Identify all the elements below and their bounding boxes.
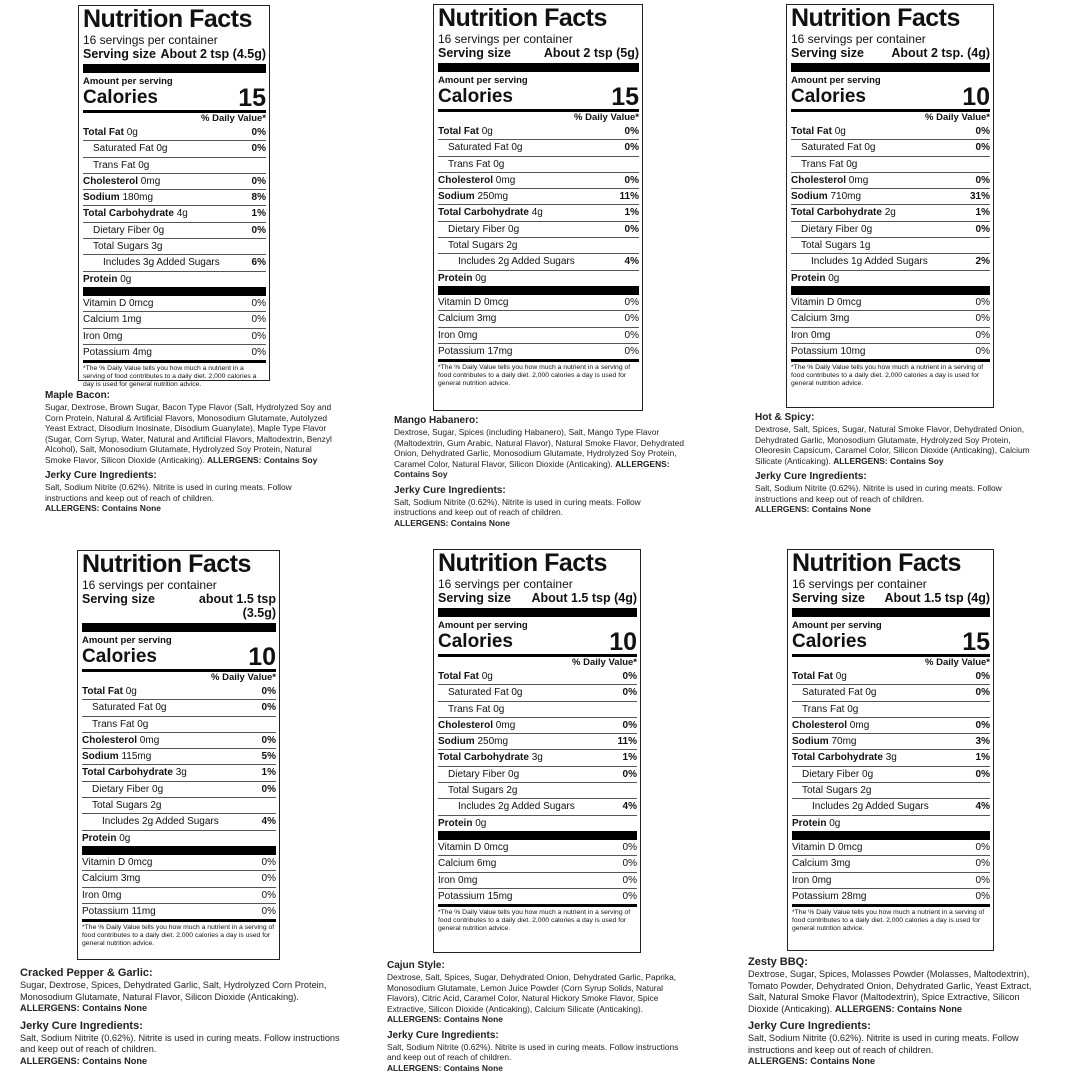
flavor-name: Maple Bacon: [45, 390, 111, 401]
flavor-name: Cracked Pepper & Garlic: [20, 967, 153, 979]
nutrient-row: Total Fat 0g 0% [82, 684, 276, 699]
nutrient-percent: 5% [261, 751, 276, 763]
nutrient-row: Total Fat 0g 0% [438, 669, 637, 684]
nutrient-row: Total Sugars 2g [82, 797, 276, 813]
nutrient-row: Cholesterol 0mg 0% [438, 172, 639, 188]
flavor-info [394, 414, 684, 528]
label-title: Nutrition Facts [438, 549, 607, 577]
nutrient-row: Trans Fat 0g [438, 701, 637, 717]
nutrient-row: Includes 2g Added Sugars 4% [438, 798, 637, 814]
calories-row: Calories 15 [438, 83, 639, 111]
nutrient-row: Sodium 115mg 5% [82, 748, 276, 764]
vitamin-row: Iron 0mg 0% [438, 327, 639, 343]
nutrient-percent: 0% [251, 143, 266, 155]
flavor-name: Cajun Style: [387, 960, 445, 971]
nutrient-row: Total Carbohydrate 4g 1% [438, 204, 639, 220]
nutrient-row: Total Sugars 1g [791, 237, 990, 253]
nutrient-row: Cholesterol 0mg 0% [82, 732, 276, 748]
ingredients-text: Dextrose, Sugar, Spices (including Habanero), Salt, Mango Type Flavor (Maltodextrin, Gum Arabic, Natural Flavor), Natural Smoke Flavor, Dehydrated Onion, Dehydrated Garlic, Monosodium Glutamate, Hydrolyzed Soy Protein, Caramel Color, Natural Flavor, Silicon Dioxide (Anticaking). ALLERGENS: Contains Soy [394, 427, 684, 479]
cure-text: Salt, Sodium Nitrite (0.62%). Nitrite is used in curing meats. Follow instructions and keep out of reach of children. [45, 482, 292, 503]
jerky-cure-heading: Jerky Cure Ingredients: [748, 1020, 871, 1032]
cure-allergens: ALLERGENS: Contains None [748, 1056, 876, 1066]
vitamin-row: Vitamin D 0mcg 0% [791, 296, 990, 308]
nutrient-percent: 0% [622, 687, 637, 699]
daily-value-header: % Daily Value* [791, 109, 990, 124]
serving-size: Serving size About 2 tsp (5g) [438, 46, 639, 60]
amount-per-serving: Amount per serving [82, 635, 172, 646]
daily-value-header: % Daily Value* [83, 110, 266, 125]
nutrient-row: Sodium 180mg 8% [83, 189, 266, 205]
vitamin-row: Iron 0mg 0% [792, 872, 990, 888]
nutrient-percent: 1% [624, 207, 639, 219]
daily-value-header: % Daily Value* [792, 654, 990, 669]
daily-value-footnote: *The % Daily Value tells you how much a nutrient in a serving of food contributes to a daily diet. 2,000 calories a day is used for general nutrition advice. [83, 360, 266, 391]
vitamin-row: Potassium 10mg 0% [791, 343, 990, 359]
nutrient-percent: 8% [251, 192, 266, 204]
nutrient-row: Dietary Fiber 0g 0% [82, 781, 276, 797]
nutrient-row: Cholesterol 0mg 0% [438, 717, 637, 733]
daily-value-footnote: *The % Daily Value tells you how much a nutrient in a serving of food contributes to a daily diet. 2,000 calories a day is used for general nutrition advice. [438, 904, 637, 935]
vitamin-row: Vitamin D 0mcg 0% [792, 841, 990, 853]
nutrient-percent: 1% [975, 207, 990, 219]
vitamin-row: Calcium 6mg 0% [438, 855, 637, 871]
nutrient-percent: 1% [975, 752, 990, 764]
nutrient-row: Total Fat 0g 0% [791, 124, 990, 139]
nutrient-percent: 0% [251, 127, 266, 138]
nutrient-row: Total Fat 0g 0% [792, 669, 990, 684]
nutrient-row: Saturated Fat 0g 0% [82, 699, 276, 715]
nutrient-percent: 0% [251, 224, 266, 236]
label-title: Nutrition Facts [82, 550, 251, 578]
nutrient-row: Trans Fat 0g [82, 716, 276, 732]
vitamin-row: Potassium 17mg 0% [438, 343, 639, 359]
serving-size: Serving size About 1.5 tsp (4g) [792, 591, 990, 605]
nutrient-percent: 0% [975, 223, 990, 235]
vitamin-row: Potassium 15mg 0% [438, 888, 637, 904]
cure-allergens: ALLERGENS: Contains None [755, 504, 871, 514]
nutrient-row: Sodium 250mg 11% [438, 733, 637, 749]
amount-per-serving: Amount per serving [791, 75, 881, 86]
cure-allergens: ALLERGENS: Contains None [45, 503, 161, 513]
nutrient-row: Dietary Fiber 0g 0% [791, 221, 990, 237]
nutrient-row: Includes 3g Added Sugars 6% [83, 254, 266, 270]
nutrient-row: Total Fat 0g 0% [438, 124, 639, 139]
flavor-info [45, 389, 335, 514]
nutrient-row: Saturated Fat 0g 0% [83, 140, 266, 156]
serving-size: Serving size About 2 tsp. (4g) [791, 46, 990, 60]
cure-text: Salt, Sodium Nitrite (0.62%). Nitrite is used in curing meats. Follow instructions and keep out of reach of children. [394, 496, 641, 517]
jerky-cure-heading: Jerky Cure Ingredients: [387, 1029, 499, 1041]
nutrition-label [78, 5, 270, 389]
flavor-info [748, 955, 1048, 1068]
jerky-cure-heading: Jerky Cure Ingredients: [20, 1019, 143, 1032]
vitamin-row: Calcium 1mg 0% [83, 311, 266, 327]
nutrient-percent: 6% [251, 257, 266, 269]
nutrient-row: Saturated Fat 0g 0% [792, 684, 990, 700]
nutrient-row: Dietary Fiber 0g 0% [438, 221, 639, 237]
nutrient-row: Total Sugars 3g [83, 238, 266, 254]
nutrient-row: Protein 0g [82, 830, 276, 846]
nutrient-row: Dietary Fiber 0g 0% [83, 222, 266, 238]
nutrition-label [433, 549, 641, 953]
nutrient-percent: 0% [975, 768, 990, 780]
vitamin-row: Calcium 3mg 0% [82, 870, 276, 886]
daily-value-header: % Daily Value* [82, 669, 276, 684]
nutrient-row: Saturated Fat 0g 0% [438, 139, 639, 155]
servings-per-container: 16 servings per container [791, 32, 926, 46]
serving-size: Serving size About 2 tsp (4.5g) [83, 47, 266, 61]
vitamin-row: Potassium 11mg 0% [82, 903, 276, 919]
nutrient-percent: 0% [622, 719, 637, 731]
cure-text: Salt, Sodium Nitrite (0.62%). Nitrite is used in curing meats. Follow instructions and keep out of reach of children. [755, 483, 1002, 504]
servings-per-container: 16 servings per container [83, 33, 218, 47]
nutrient-row: Total Carbohydrate 3g 1% [82, 764, 276, 780]
nutrient-percent: 0% [261, 783, 276, 795]
nutrient-percent: 0% [975, 174, 990, 186]
servings-per-container: 16 servings per container [438, 32, 573, 46]
cure-text: Salt, Sodium Nitrite (0.62%). Nitrite is used in curing meats. Follow instructions and keep out of reach of children. [20, 1032, 340, 1054]
nutrient-row: Trans Fat 0g [83, 157, 266, 173]
amount-per-serving: Amount per serving [438, 75, 528, 86]
cure-allergens: ALLERGENS: Contains None [394, 517, 510, 528]
flavor-name: Zesty BBQ: [748, 956, 808, 968]
ingredients-text: Sugar, Dextrose, Brown Sugar, Bacon Type Flavor (Salt, Hydrolyzed Soy and Corn Protein, Natural & Artificial Flavors, Monosodium Glutamate, Autolyzed Yeast Extract, Disodium Inosinate, Disodium Guanylate), Maple Type Flavor (Sugar, Corn Syrup, Water, Natural and Artificial Flavors, Maltodextrin, Benzyl Alcohol), Salt, Monosodium Glutamate, Hydrolyzed Soy Protein, Natural Smoke Flavor, Silicon Dioxide (Anticaking). ALLERGENS: Contains Soy [45, 402, 332, 465]
nutrient-percent: 31% [969, 191, 990, 203]
nutrient-row: Total Fat 0g 0% [83, 125, 266, 140]
calories-row: Calories 10 [791, 83, 990, 111]
vitamin-row: Calcium 3mg 0% [438, 310, 639, 326]
nutrient-percent: 0% [975, 126, 990, 137]
nutrient-row: Protein 0g [438, 270, 639, 286]
nutrient-row: Includes 2g Added Sugars 4% [438, 253, 639, 269]
vitamin-row: Calcium 3mg 0% [792, 855, 990, 871]
vitamin-row: Vitamin D 0mcg 0% [438, 296, 639, 308]
label-title: Nutrition Facts [791, 4, 960, 32]
nutrient-row: Sodium 70mg 3% [792, 733, 990, 749]
nutrient-percent: 4% [261, 816, 276, 828]
nutrient-row: Trans Fat 0g [438, 156, 639, 172]
nutrient-row: Sodium 710mg 31% [791, 188, 990, 204]
vitamin-row: Potassium 4mg 0% [83, 344, 266, 360]
cure-allergens: ALLERGENS: Contains None [387, 1062, 503, 1073]
serving-size: Serving size about 1.5 tsp [82, 592, 276, 606]
label-title: Nutrition Facts [792, 549, 961, 577]
nutrient-percent: 0% [624, 142, 639, 154]
nutrient-percent: 0% [975, 719, 990, 731]
ingredients-text: Dextrose, Salt, Spices, Sugar, Dehydrated Onion, Dehydrated Garlic, Paprika, Monosodium Glutamate, Lemon Juice Powder (Corn Syrup Solids, Natural Flavors), Citric Acid, Caramel Color, Natural Hickory Smoke Flavor, Spice Extractive, Silicon Dioxide (Anticaking), Calcium Silicate (Anticaking). ALLERGENS: Contains None [387, 972, 677, 1024]
serving-size: Serving size About 1.5 tsp (4g) [438, 591, 637, 605]
nutrient-percent: 0% [251, 175, 266, 187]
nutrient-row: Total Carbohydrate 2g 1% [791, 204, 990, 220]
ingredients-text: Sugar, Dextrose, Spices, Dehydrated Garlic, Salt, Hydrolyzed Corn Protein, Monosodium Glutamate, Natural Flavor, Silicon Dioxide (Anticaking). ALLERGENS: Contains None [20, 980, 327, 1013]
nutrient-percent: 2% [975, 256, 990, 268]
nutrition-label [433, 4, 643, 411]
jerky-cure-heading: Jerky Cure Ingredients: [45, 470, 157, 481]
nutrient-percent: 0% [261, 702, 276, 714]
nutrient-row: Protein 0g [792, 815, 990, 831]
nutrient-percent: 0% [975, 671, 990, 682]
nutrient-row: Total Carbohydrate 3g 1% [792, 749, 990, 765]
nutrition-label [787, 549, 994, 951]
nutrient-row: Total Sugars 2g [438, 237, 639, 253]
nutrient-row: Includes 1g Added Sugars 2% [791, 253, 990, 269]
nutrient-row: Dietary Fiber 0g 0% [438, 766, 637, 782]
servings-per-container: 16 servings per container [792, 577, 927, 591]
vitamin-row: Vitamin D 0mcg 0% [82, 856, 276, 868]
nutrient-row: Sodium 250mg 11% [438, 188, 639, 204]
nutrition-label [77, 550, 280, 960]
daily-value-header: % Daily Value* [438, 654, 637, 669]
daily-value-footnote: *The % Daily Value tells you how much a nutrient in a serving of food contributes to a daily diet. 2,000 calories a day is used for general nutrition advice. [791, 359, 990, 390]
nutrient-percent: 4% [622, 801, 637, 813]
nutrient-percent: 0% [622, 768, 637, 780]
label-title: Nutrition Facts [438, 4, 607, 32]
nutrient-row: Trans Fat 0g [791, 156, 990, 172]
nutrient-percent: 0% [261, 734, 276, 746]
nutrient-percent: 0% [975, 142, 990, 154]
nutrient-row: Saturated Fat 0g 0% [791, 139, 990, 155]
daily-value-footnote: *The % Daily Value tells you how much a nutrient in a serving of food contributes to a daily diet. 2,000 calories a day is used for general nutrition advice. [792, 904, 990, 935]
jerky-cure-heading: Jerky Cure Ingredients: [755, 471, 867, 482]
daily-value-header: % Daily Value* [438, 109, 639, 124]
vitamin-row: Iron 0mg 0% [791, 327, 990, 343]
nutrient-row: Total Sugars 2g [792, 782, 990, 798]
daily-value-footnote: *The % Daily Value tells you how much a nutrient in a serving of food contributes to a daily diet. 2,000 calories a day is used for general nutrition advice. [438, 359, 639, 390]
label-title: Nutrition Facts [83, 5, 252, 33]
calories-row: Calories 10 [82, 643, 276, 671]
cure-text: Salt, Sodium Nitrite (0.62%). Nitrite is used in curing meats. Follow instructions and keep out of reach of children. [748, 1033, 1019, 1055]
servings-per-container: 16 servings per container [438, 577, 573, 591]
nutrient-row: Protein 0g [791, 270, 990, 286]
nutrient-percent: 0% [261, 686, 276, 697]
amount-per-serving: Amount per serving [792, 620, 882, 631]
nutrient-percent: 0% [624, 126, 639, 137]
nutrient-percent: 0% [622, 671, 637, 682]
nutrient-percent: 4% [975, 801, 990, 813]
flavor-info [20, 966, 340, 1067]
nutrient-percent: 0% [624, 174, 639, 186]
calories-row: Calories 15 [792, 628, 990, 656]
nutrient-percent: 11% [619, 191, 639, 203]
cure-allergens: ALLERGENS: Contains None [20, 1055, 148, 1066]
vitamin-row: Vitamin D 0mcg 0% [438, 841, 637, 853]
ingredients-text: Dextrose, Sugar, Spices, Molasses Powder (Molasses, Maltodextrin), Tomato Powder, Dehydrated Onion, Dehydrated Garlic, Yeast Extract, Salt, Natural Smoke Flavor (Maltodextrin), Spice Extractive, Silicon Dioxide (Anticaking). ALLERGENS: Contains None [748, 969, 1032, 1014]
flavor-info [387, 959, 682, 1073]
nutrition-label [786, 4, 994, 408]
nutrient-row: Trans Fat 0g [792, 701, 990, 717]
nutrient-percent: 1% [622, 752, 637, 764]
nutrient-row: Protein 0g [438, 815, 637, 831]
nutrient-percent: 0% [975, 687, 990, 699]
ingredients-text: Dextrose, Salt, Spices, Sugar, Natural Smoke Flavor, Dehydrated Onion, Dehydrated Garlic, Monosodium Glutamate, Hydrolyzed Soy Protein, Oleoresin Capsicum, Caramel Color, Silicon Dioxide (Anticaking), Calcium Silicate (Anticaking). ALLERGENS: Contains Soy [755, 424, 1030, 466]
nutrient-percent: 1% [261, 767, 276, 779]
nutrient-row: Protein 0g [83, 271, 266, 287]
amount-per-serving: Amount per serving [438, 620, 528, 631]
nutrient-row: Dietary Fiber 0g 0% [792, 766, 990, 782]
daily-value-footnote: *The % Daily Value tells you how much a nutrient in a serving of food contributes to a daily diet. 2,000 calories a day is used for general nutrition advice. [82, 919, 276, 950]
nutrient-percent: 1% [251, 208, 266, 220]
nutrient-percent: 4% [624, 256, 639, 268]
flavor-name: Hot & Spicy: [755, 412, 815, 423]
vitamin-row: Iron 0mg 0% [82, 887, 276, 903]
nutrient-row: Cholesterol 0mg 0% [791, 172, 990, 188]
flavor-info [755, 411, 1040, 515]
vitamin-row: Iron 0mg 0% [438, 872, 637, 888]
vitamin-row: Calcium 3mg 0% [791, 310, 990, 326]
nutrient-row: Saturated Fat 0g 0% [438, 684, 637, 700]
nutrient-row: Cholesterol 0mg 0% [792, 717, 990, 733]
nutrient-row: Total Carbohydrate 4g 1% [83, 205, 266, 221]
nutrient-row: Total Sugars 2g [438, 782, 637, 798]
calories-row: Calories 15 [83, 84, 266, 112]
cure-text: Salt, Sodium Nitrite (0.62%). Nitrite is used in curing meats. Follow instructions and keep out of reach of children. [387, 1041, 679, 1062]
jerky-cure-heading: Jerky Cure Ingredients: [394, 484, 506, 496]
amount-per-serving: Amount per serving [83, 76, 173, 87]
nutrient-row: Total Carbohydrate 3g 1% [438, 749, 637, 765]
flavor-name: Mango Habanero: [394, 415, 479, 426]
nutrient-percent: 11% [617, 736, 637, 748]
nutrient-row: Includes 2g Added Sugars 4% [82, 813, 276, 829]
vitamin-row: Potassium 28mg 0% [792, 888, 990, 904]
servings-per-container: 16 servings per container [82, 578, 217, 592]
nutrient-row: Includes 2g Added Sugars 4% [792, 798, 990, 814]
nutrient-percent: 0% [624, 223, 639, 235]
serving-size-grams: (3.5g) [242, 606, 276, 620]
nutrient-row: Cholesterol 0mg 0% [83, 173, 266, 189]
nutrient-percent: 3% [975, 736, 990, 748]
vitamin-row: Vitamin D 0mcg 0% [83, 297, 266, 309]
calories-row: Calories 10 [438, 628, 637, 656]
vitamin-row: Iron 0mg 0% [83, 328, 266, 344]
